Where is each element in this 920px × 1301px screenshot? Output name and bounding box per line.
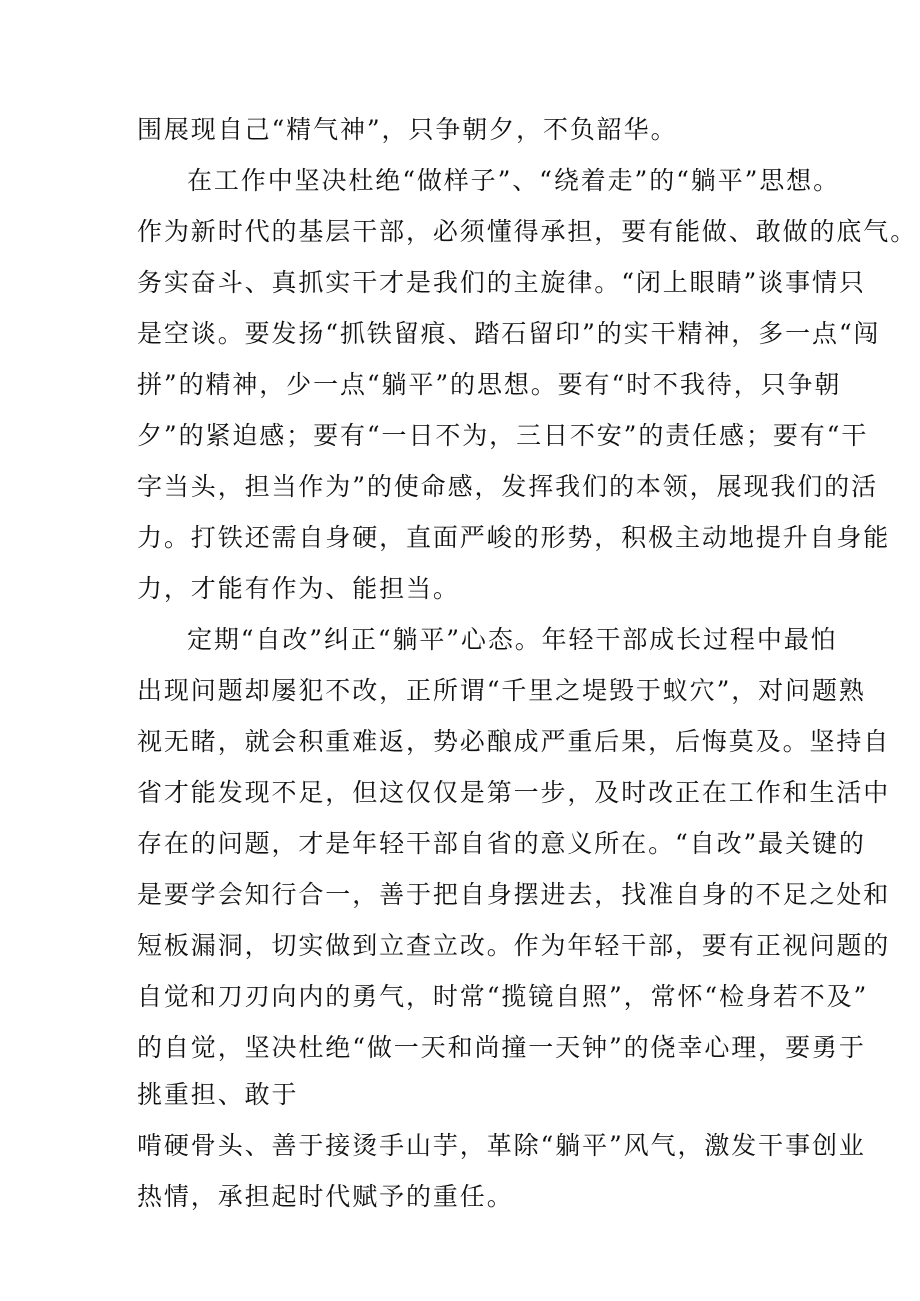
paragraph-line: 在工作中坚决杜绝“做样子”、“绕着走”的“躺平”思想。 — [187, 166, 840, 195]
text-line: 存在的问题，才是年轻干部自省的意义所在。“自改”最关键的 — [137, 829, 866, 858]
text-line: 挑重担、敢于 — [137, 1080, 299, 1109]
text-line: 拼”的精神，少一点“躺平”的思想。要有“时不我待，只争朝 — [137, 370, 842, 399]
text-line: 的自觉，坚决杜绝“做一天和尚撞一天钟”的侥幸心理，要勇于 — [137, 1033, 866, 1062]
text-line: 自觉和刀刃向内的勇气，时常“揽镜自照”，常怀“检身若不及” — [137, 982, 869, 1011]
text-line: 啃硬骨头、善于接烫手山芋，革除“躺平”风气，激发干事创业 — [137, 1131, 866, 1160]
text-line: 务实奋斗、真抓实干才是我们的主旋律。“闭上眼睛”谈事情只 — [137, 268, 866, 297]
text-line: 是要学会知行合一，善于把自身摆进去，找准自身的不足之处和 — [137, 880, 891, 909]
text-line: 作为新时代的基层干部，必须懂得承担，要有能做、敢做的底气。 — [137, 217, 918, 246]
text-line: 是空谈。要发扬“抓铁留痕、踏石留印”的实干精神，多一点“闯 — [137, 319, 881, 348]
text-line: 力，才能有作为、能担当。 — [137, 574, 460, 603]
text-line: 省才能发现不足，但这仅仅是第一步，及时改正在工作和生活中 — [137, 778, 891, 807]
text-line: 热情，承担起时代赋予的重任。 — [137, 1182, 514, 1211]
text-line: 围展现自己“精气神”，只争朝夕，不负韶华。 — [137, 115, 678, 144]
text-line: 字当头，担当作为”的使命感，发挥我们的本领，展现我们的活 — [137, 472, 878, 501]
text-line: 出现问题却屡犯不改，正所谓“千里之堤毁于蚁穴”，对问题熟 — [137, 676, 866, 705]
text-line: 短板漏洞，切实做到立查立改。作为年轻干部，要有正视问题的 — [137, 931, 891, 960]
text-line: 力。打铁还需自身硬，直面严峻的形势，积极主动地提升自身能 — [137, 523, 891, 552]
text-line: 夕”的紧迫感；要有“一日不为，三日不安”的责任感；要有“干 — [137, 421, 869, 450]
text-line: 视无睹，就会积重难返，势必酿成严重后果，后悔莫及。坚持自 — [137, 727, 891, 756]
paragraph-line: 定期“自改”纠正“躺平”心态。年轻干部成长过程中最怕 — [187, 625, 838, 654]
